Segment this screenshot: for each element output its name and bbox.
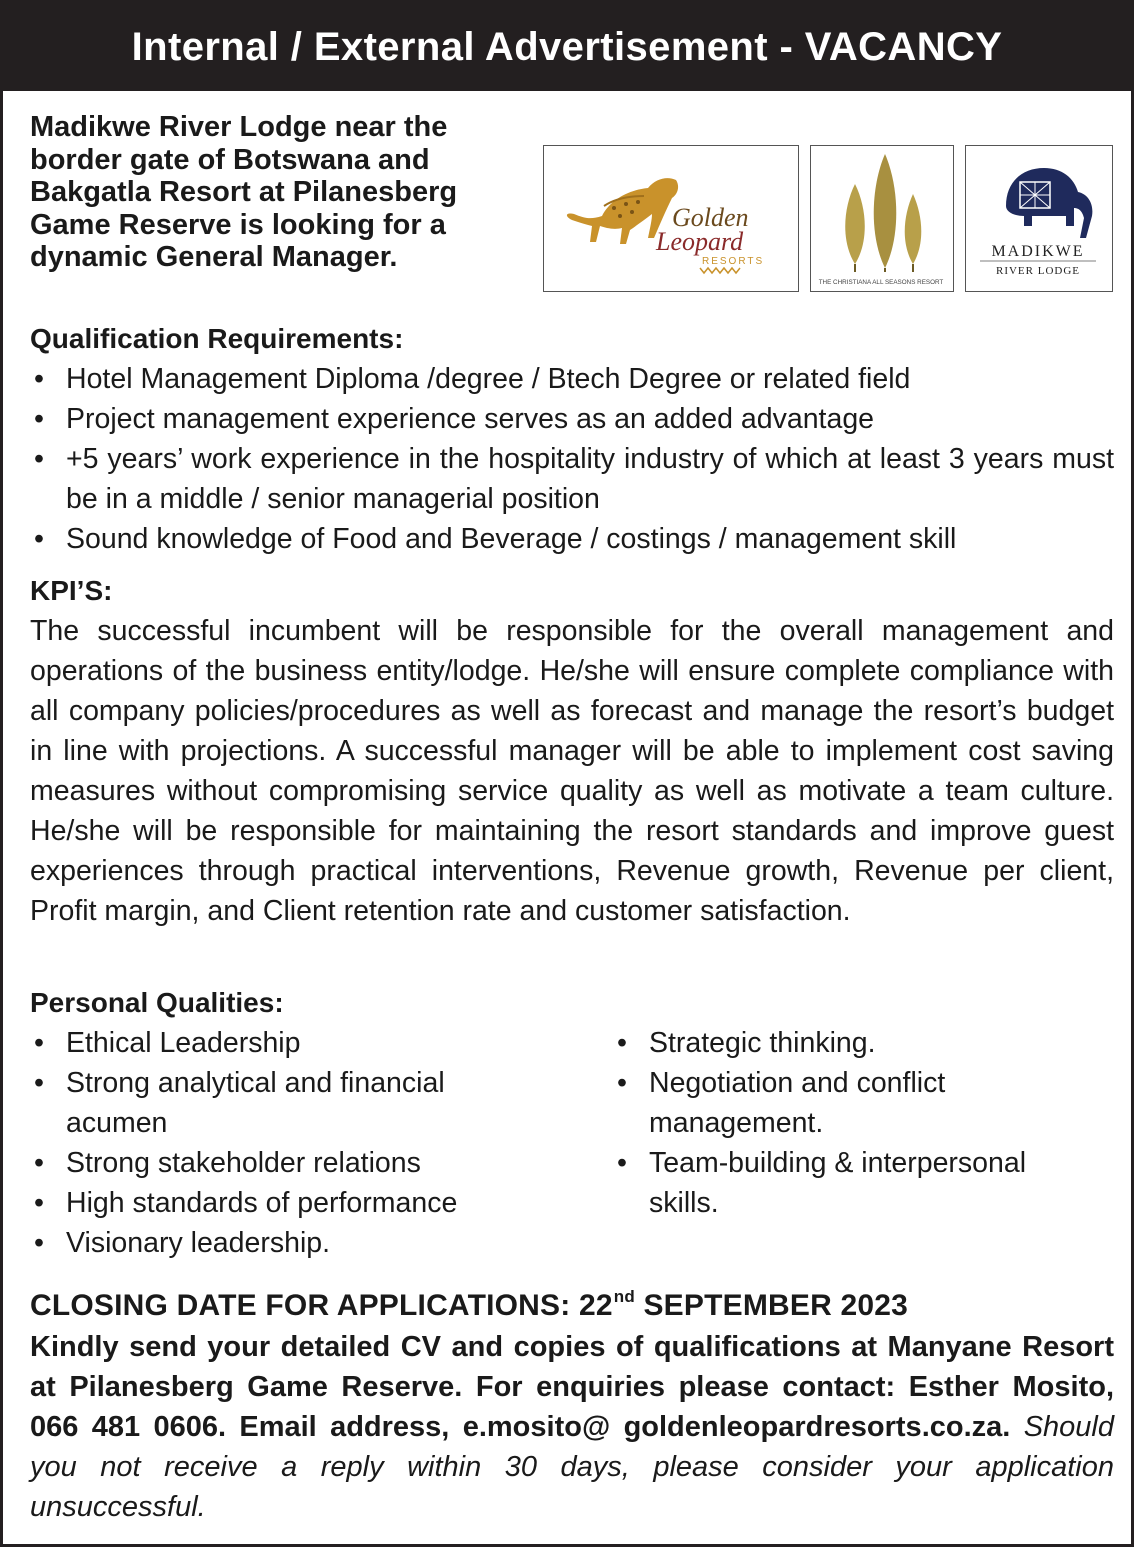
kpi-heading: KPI’S: — [30, 575, 113, 606]
madikwe-name: MADIKWE — [991, 243, 1085, 260]
christiana-resort-logo — [810, 145, 954, 292]
qualification-item: • Hotel Management Diploma /degree / Btech Degree or related field — [30, 359, 1114, 399]
qualities-right-column — [613, 1023, 1113, 1223]
closing-title-suffix: SEPTEMBER 2023 — [634, 1289, 909, 1322]
quality-item: • Visionary leadership. — [30, 1223, 550, 1263]
quality-item: • Negotiation and conflict management. — [613, 1063, 1029, 1143]
closing-disclaimer: Should you not receive a reply within 30 days, please consider your application unsuccessful. — [30, 1411, 1114, 1523]
logo-line3: RESORTS — [702, 256, 765, 267]
qualification-item: • Project management experience serves as an added advantage — [30, 399, 1114, 439]
banner-title: Internal / External Advertisement - VACANCY — [3, 3, 1131, 91]
qualities-heading: Personal Qualities: — [30, 987, 284, 1018]
christiana-caption: THE CHRISTIANA ALL SEASONS RESORT — [818, 279, 944, 286]
closing-title-sup: nd — [613, 1287, 635, 1306]
quality-item: • Ethical Leadership — [30, 1023, 550, 1063]
qualities-section — [30, 983, 1114, 1023]
trees-icon — [811, 146, 952, 290]
qualifications-section — [30, 319, 1114, 559]
closing-title-prefix: CLOSING DATE FOR APPLICATIONS: 22 — [30, 1289, 613, 1322]
quality-item: • Strong stakeholder relations — [30, 1143, 550, 1183]
quality-item: • Strategic thinking. — [613, 1023, 1113, 1063]
qualification-item: • +5 years’ work experience in the hospitality industry of which at least 3 years must be in a middle / senior managerial position — [30, 439, 1114, 519]
qualities-left-column — [30, 1023, 550, 1263]
madikwe-sub: RIVER LODGE — [995, 265, 1081, 277]
quality-item: • Team-building & interpersonal skills. — [613, 1143, 1099, 1223]
golden-leopard-logo — [543, 145, 799, 292]
logo-line1: Golden — [672, 203, 749, 232]
logo-line2: Leopard — [656, 227, 744, 256]
qualification-item: • Sound knowledge of Food and Beverage / costings / management skill — [30, 519, 1114, 559]
intro-text: Madikwe River Lodge near the border gate of Botswana and Bakgatla Resort at Pilanesberg Game Reserve is looking for a dynamic General Manager. — [30, 111, 458, 273]
qualifications-heading: Qualification Requirements: — [30, 323, 404, 354]
closing-date-title — [30, 1287, 1130, 1323]
leopard-icon — [544, 146, 797, 290]
elephant-icon — [966, 146, 1111, 290]
quality-item: • High standards of performance — [30, 1183, 550, 1223]
quality-item: • Strong analytical and financial acumen — [30, 1063, 550, 1143]
madikwe-logo — [965, 145, 1113, 292]
kpi-text: The successful incumbent will be responsible for the overall management and operations of the business entity/lodge. He/she will ensure complete compliance with all company policies/procedures as well as forecast and manage the resort’s budget in line with projections. A successful manager will be able to implement cost saving measures without compromising service quality as well as motivate a team culture. He/she will be responsible for maintaining the resort standards and improve guest experiences through practical interventions, Revenue growth, Revenue per client, Profit margin, and Client retention rate and customer satisfaction. — [30, 615, 1114, 927]
contact-details: Kindly send your detailed CV and copies of qualifications at Manyane Resort at Pilanesberg Game Reserve. For enquiries please contact: Esther Mosito, 066 481 0606. Email address, e.mosito@ goldenleopardresorts.co.za. — [30, 1331, 1114, 1443]
closing-text — [30, 1327, 1114, 1527]
kpi-section — [30, 571, 1114, 931]
